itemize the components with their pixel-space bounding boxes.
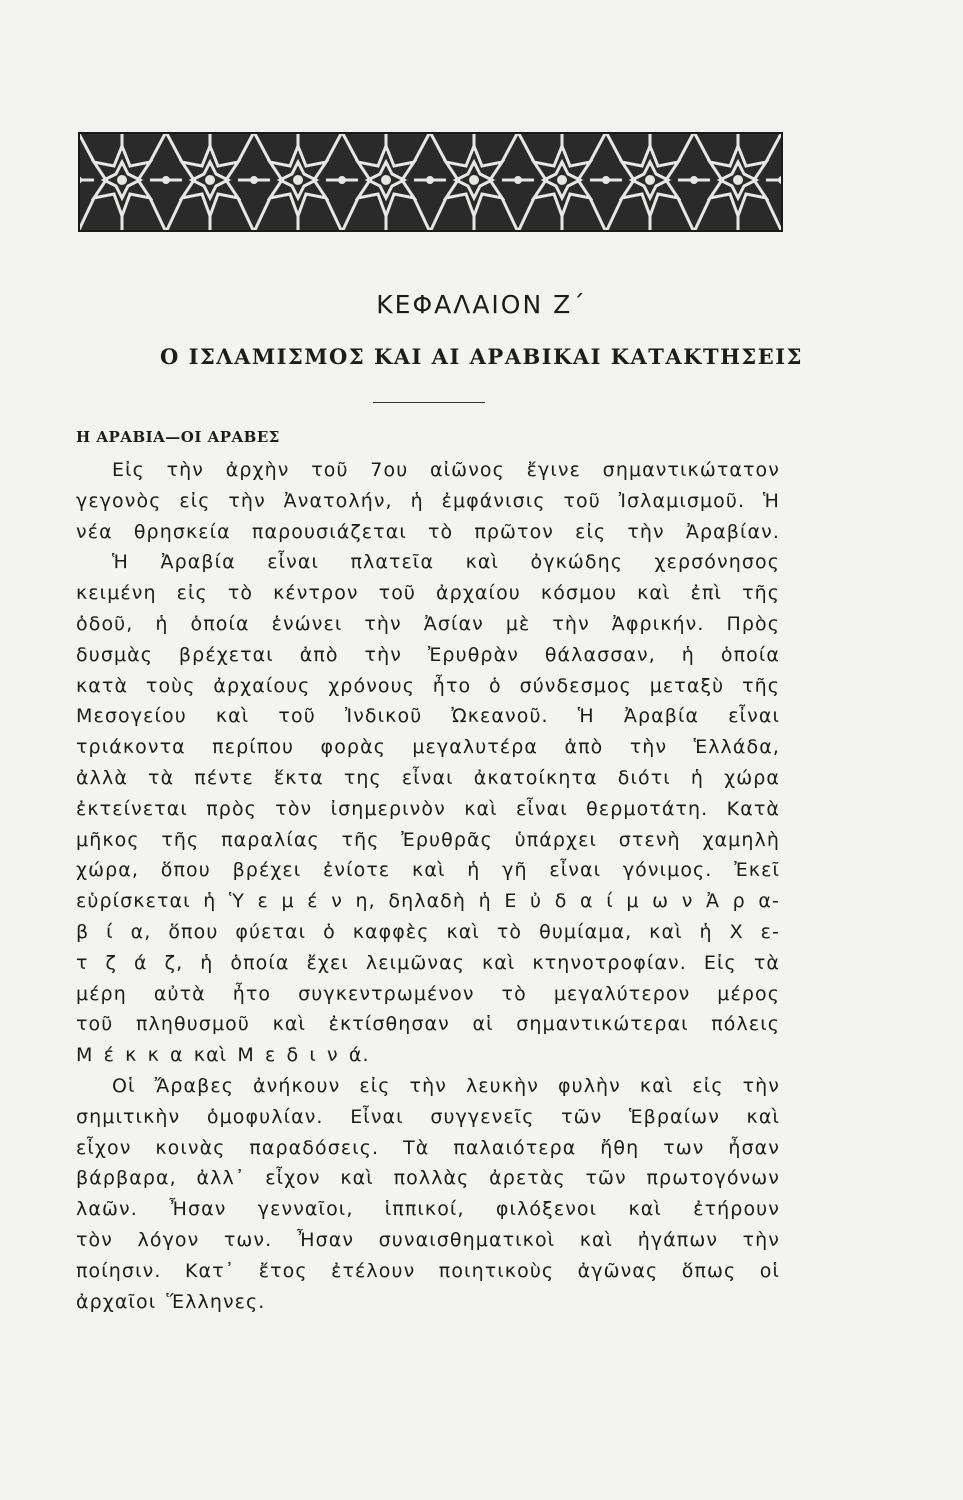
text-line: ὁδοῦ, ἡ ὁποία ἑνώνει τὴν Ἀσίαν μὲ τὴν Ἀφρικήν. Πρὸς	[76, 612, 780, 635]
text-line: νέα θρησκεία παρουσιάζεται τὸ πρῶτον εἰς τὴν Ἀραβίαν.	[76, 520, 780, 543]
islamic-geometric-pattern-icon	[78, 132, 783, 232]
text-line: σημιτικὴν ὁμοφυλίαν. Εἶναι συγγενεῖς τῶν Ἑβραίων καὶ	[76, 1105, 780, 1128]
text-line: εὑρίσκεται ἡ Ὑ ε μ έ ν η, δηλαδὴ ἡ Ε ὐ δ α ί μ ω ν Ἀ ρ α-	[76, 890, 780, 913]
chapter-title: Ο ΙΣΛΑΜΙΣΜΟΣ ΚΑΙ ΑΙ ΑΡΑΒΙΚΑΙ ΚΑΤΑΚΤΗΣΕΙΣ	[160, 344, 803, 369]
text-line: τοῦ πληθυσμοῦ καὶ ἐκτίσθησαν αἱ σημαντικώτεραι πόλεις	[76, 1013, 780, 1036]
text-line: ἐκτείνεται πρὸς τὸν ἰσημερινὸν καὶ εἶναι θερμοτάτη. Κατὰ	[76, 797, 780, 820]
text-line: Εἰς τὴν ἀρχὴν τοῦ 7ου αἰῶνος ἔγινε σημαντικώτατον	[112, 459, 780, 481]
text-line: ἀρχαῖοι Ἕλληνες.	[76, 1290, 266, 1313]
text-line: γεγονὸς εἰς τὴν Ἀνατολήν, ἡ ἐμφάνισις τοῦ Ἰσλαμισμοῦ. Ἡ	[76, 489, 780, 512]
text-line: δυσμὰς βρέχεται ἀπὸ τὴν Ἐρυθρὰν θάλασσαν, ἡ ὁποία	[76, 643, 780, 666]
text-line: εἶχον κοινὰς παραδόσεις. Τὰ παλαιότερα ἤθη των ἦσαν	[76, 1136, 780, 1159]
text-line: χώρα, ὅπου βρέχει ἐνίοτε καὶ ἡ γῆ εἶναι γόνιμος. Ἐκεῖ	[76, 859, 780, 882]
text-line: μέρη αὐτὰ ἦτο συγκεντρωμένον τὸ μεγαλύτερον μέρος	[76, 982, 780, 1005]
text-line: ποίησιν. Κατ᾽ ἔτος ἐτέλουν ποιητικοὺς ἀγῶνας ὅπως οἱ	[76, 1259, 780, 1282]
text-line: Μ έ κ κ α καὶ Μ ε δ ι ν ά.	[76, 1044, 370, 1067]
text-line: κατὰ τοὺς ἀρχαίους χρόνους ἦτο ὁ σύνδεσμος μεταξὺ τῆς	[76, 674, 780, 697]
text-line: ἀλλὰ τὰ πέντε ἕκτα της εἶναι ἀκατοίκητα διότι ἡ χώρα	[76, 766, 780, 789]
chapter-number: ΚΕΦΑΛΑΙΟΝ Ζ΄	[376, 290, 587, 319]
text-line: Μεσογείου καὶ τοῦ Ἰνδικοῦ Ὠκεανοῦ. Ἡ Ἀραβία εἶναι	[76, 705, 780, 728]
text-line: βάρβαρα, ἀλλ᾽ εἶχον καὶ πολλὰς ἀρετὰς τῶν πρωτογόνων	[76, 1167, 780, 1190]
body-text	[76, 455, 780, 1317]
text-line: τ ζ ά ζ, ἡ ὁποία ἔχει λειμῶνας καὶ κτηνοτροφίαν. Εἰς τὰ	[76, 951, 780, 974]
section-heading: Η ΑΡΑΒΙΑ—ΟΙ ΑΡΑΒΕΣ	[76, 428, 280, 446]
text-line: κειμένη εἰς τὸ κέντρον τοῦ ἀρχαίου κόσμου καὶ ἐπὶ τῆς	[76, 582, 780, 605]
text-line: μῆκος τῆς παραλίας τῆς Ἐρυθρᾶς ὑπάρχει στενὴ χαμηλὴ	[76, 828, 780, 851]
text-line: τὸν λόγον των. Ἦσαν συναισθηματικοὶ καὶ ἠγάπων τὴν	[76, 1228, 780, 1251]
text-line: Ἡ Ἀραβία εἶναι πλατεῖα καὶ ὀγκώδης χερσόνησος	[112, 551, 780, 574]
title-divider	[373, 402, 485, 403]
text-line: β ί α, ὅπου φύεται ὁ καφφὲς καὶ τὸ θυμίαμα, καὶ ἡ Χ ε-	[76, 920, 780, 943]
text-line: τριάκοντα περίπου φορὰς μεγαλυτέρα ἀπὸ τὴν Ἑλλάδα,	[76, 736, 780, 759]
text-line: λαῶν. Ἦσαν γενναῖοι, ἱππικοί, φιλόξενοι καὶ ἐτήρουν	[76, 1198, 780, 1221]
text-line: Οἱ Ἄραβες ἀνήκουν εἰς τὴν λευκὴν φυλὴν καὶ εἰς τὴν	[112, 1074, 780, 1097]
